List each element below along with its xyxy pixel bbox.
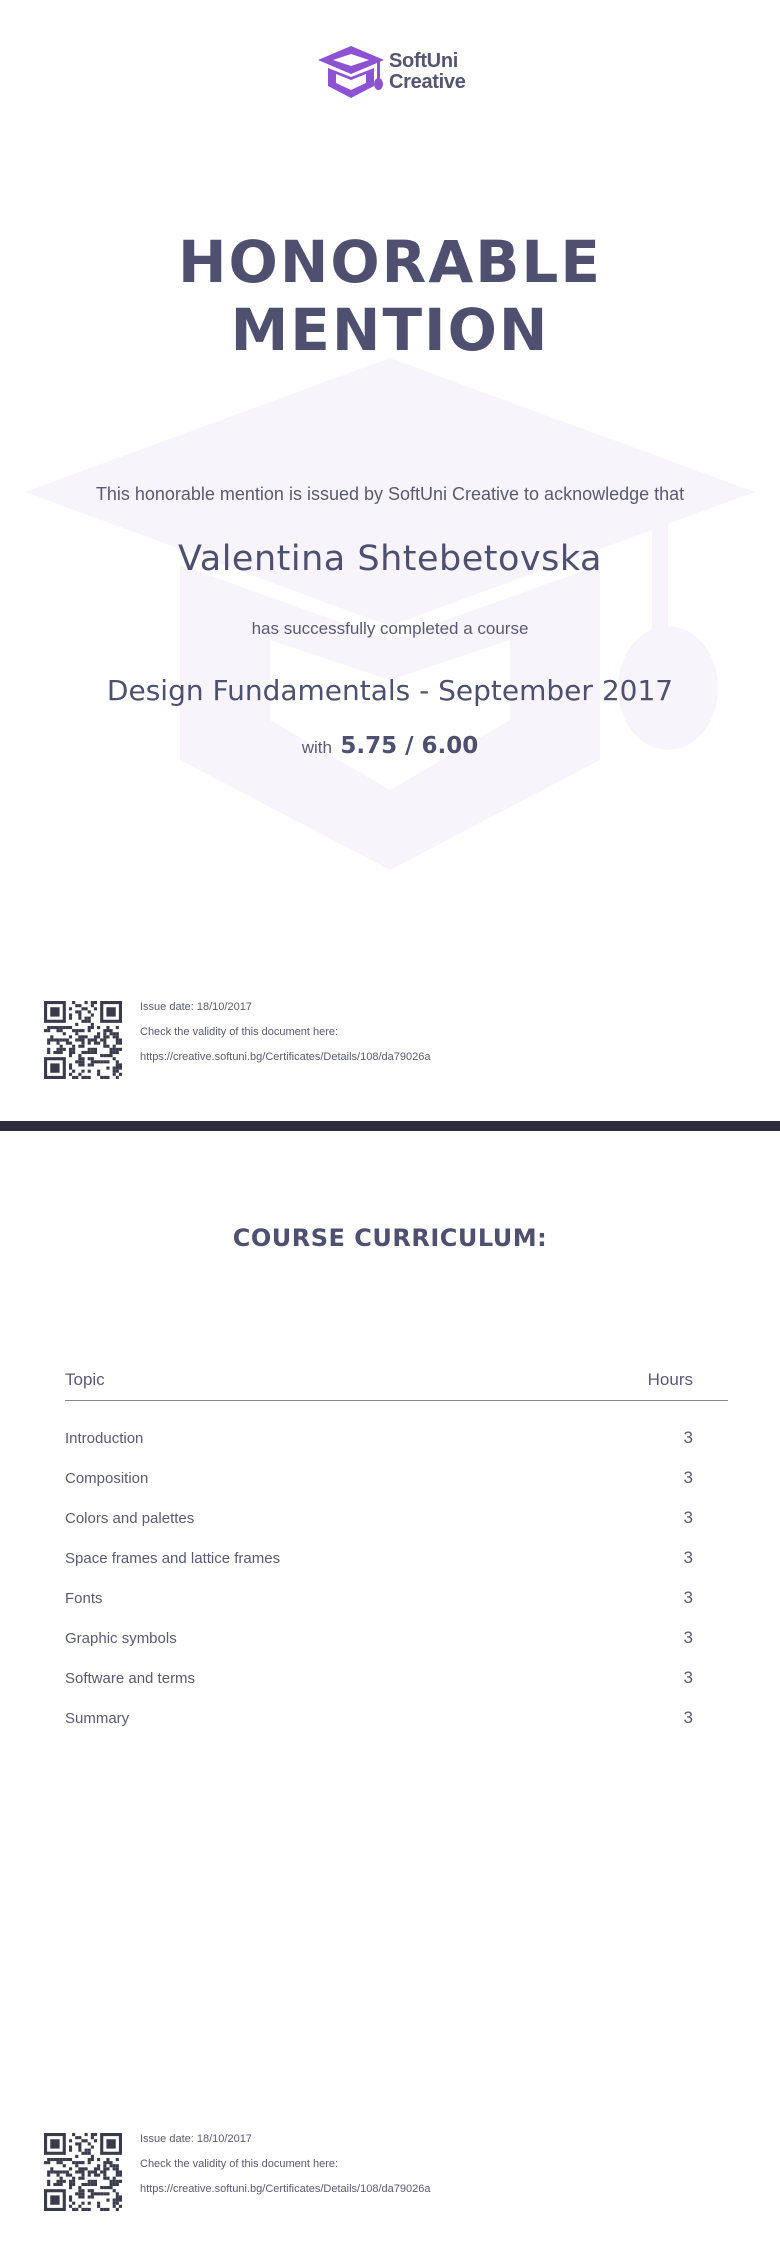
validity-text: Check the validity of this document here:	[140, 1026, 339, 1038]
row-topic: Introduction	[65, 1429, 144, 1447]
row-hours: 3	[683, 1668, 693, 1687]
row-hours: 3	[683, 1428, 693, 1447]
curriculum-title: COURSE CURRICULUM:	[232, 1224, 548, 1252]
issue-date: Issue date: 18/10/2017	[140, 2133, 252, 2145]
row-hours: 3	[683, 1708, 693, 1727]
logo-text	[389, 51, 466, 93]
topic-column-header: Topic	[65, 1370, 105, 1389]
row-topic: Graphic symbols	[65, 1629, 177, 1647]
grade-value: 5.75 / 6.00	[340, 733, 479, 759]
validity-url[interactable]: https://creative.softuni.bg/Certificates/Details/108/da79026a	[140, 2183, 431, 2195]
graduation-cap-logo-icon	[316, 44, 386, 100]
curriculum-footer	[44, 2133, 430, 2211]
curriculum-table	[65, 1370, 728, 1738]
title-line-1: HONORABLE	[177, 228, 603, 296]
row-hours: 3	[683, 1548, 693, 1567]
footer-text	[140, 1001, 430, 1079]
completed-text: has successfully completed a course	[251, 619, 529, 638]
certificate-page	[0, 0, 780, 1121]
row-hours: 3	[683, 1628, 693, 1647]
table-row	[65, 1658, 728, 1698]
grade-row	[0, 733, 780, 759]
table-header	[65, 1370, 728, 1401]
table-row	[65, 1578, 728, 1618]
row-topic: Colors and palettes	[65, 1509, 195, 1527]
softuni-creative-logo	[316, 44, 466, 100]
hours-column-header: Hours	[647, 1370, 693, 1389]
grade-prefix: with	[301, 738, 332, 757]
table-row	[65, 1618, 728, 1658]
validity-url[interactable]: https://creative.softuni.bg/Certificates/Details/108/da79026a	[140, 1051, 431, 1063]
certificate-footer	[44, 1001, 430, 1079]
issue-date: Issue date: 18/10/2017	[140, 1001, 252, 1013]
validity-text: Check the validity of this document here:	[140, 2158, 339, 2170]
intro-text: This honorable mention is issued by SoftUni Creative to acknowledge that	[95, 484, 685, 504]
table-row	[65, 1498, 728, 1538]
recipient-name: Valentina Shtebetovska	[178, 539, 602, 579]
page-divider	[0, 1121, 780, 1131]
row-topic: Fonts	[65, 1589, 103, 1607]
row-topic: Software and terms	[65, 1669, 196, 1687]
logo-line-2: Creative	[389, 71, 466, 93]
qr-code-icon[interactable]	[44, 2133, 122, 2211]
row-hours: 3	[683, 1508, 693, 1527]
table-row	[65, 1418, 728, 1458]
title-line-2: MENTION	[230, 296, 550, 364]
certificate-title	[0, 228, 780, 364]
table-row	[65, 1698, 728, 1738]
footer-text	[140, 2133, 430, 2211]
qr-code-icon[interactable]	[44, 1001, 122, 1079]
course-name: Design Fundamentals - September 2017	[106, 674, 674, 707]
row-topic: Composition	[65, 1469, 149, 1487]
table-row	[65, 1538, 728, 1578]
row-topic: Space frames and lattice frames	[65, 1549, 281, 1567]
logo-line-1: SoftUni	[389, 50, 458, 72]
table-row	[65, 1458, 728, 1498]
row-hours: 3	[683, 1588, 693, 1607]
row-hours: 3	[683, 1468, 693, 1487]
row-topic: Summary	[65, 1709, 130, 1727]
